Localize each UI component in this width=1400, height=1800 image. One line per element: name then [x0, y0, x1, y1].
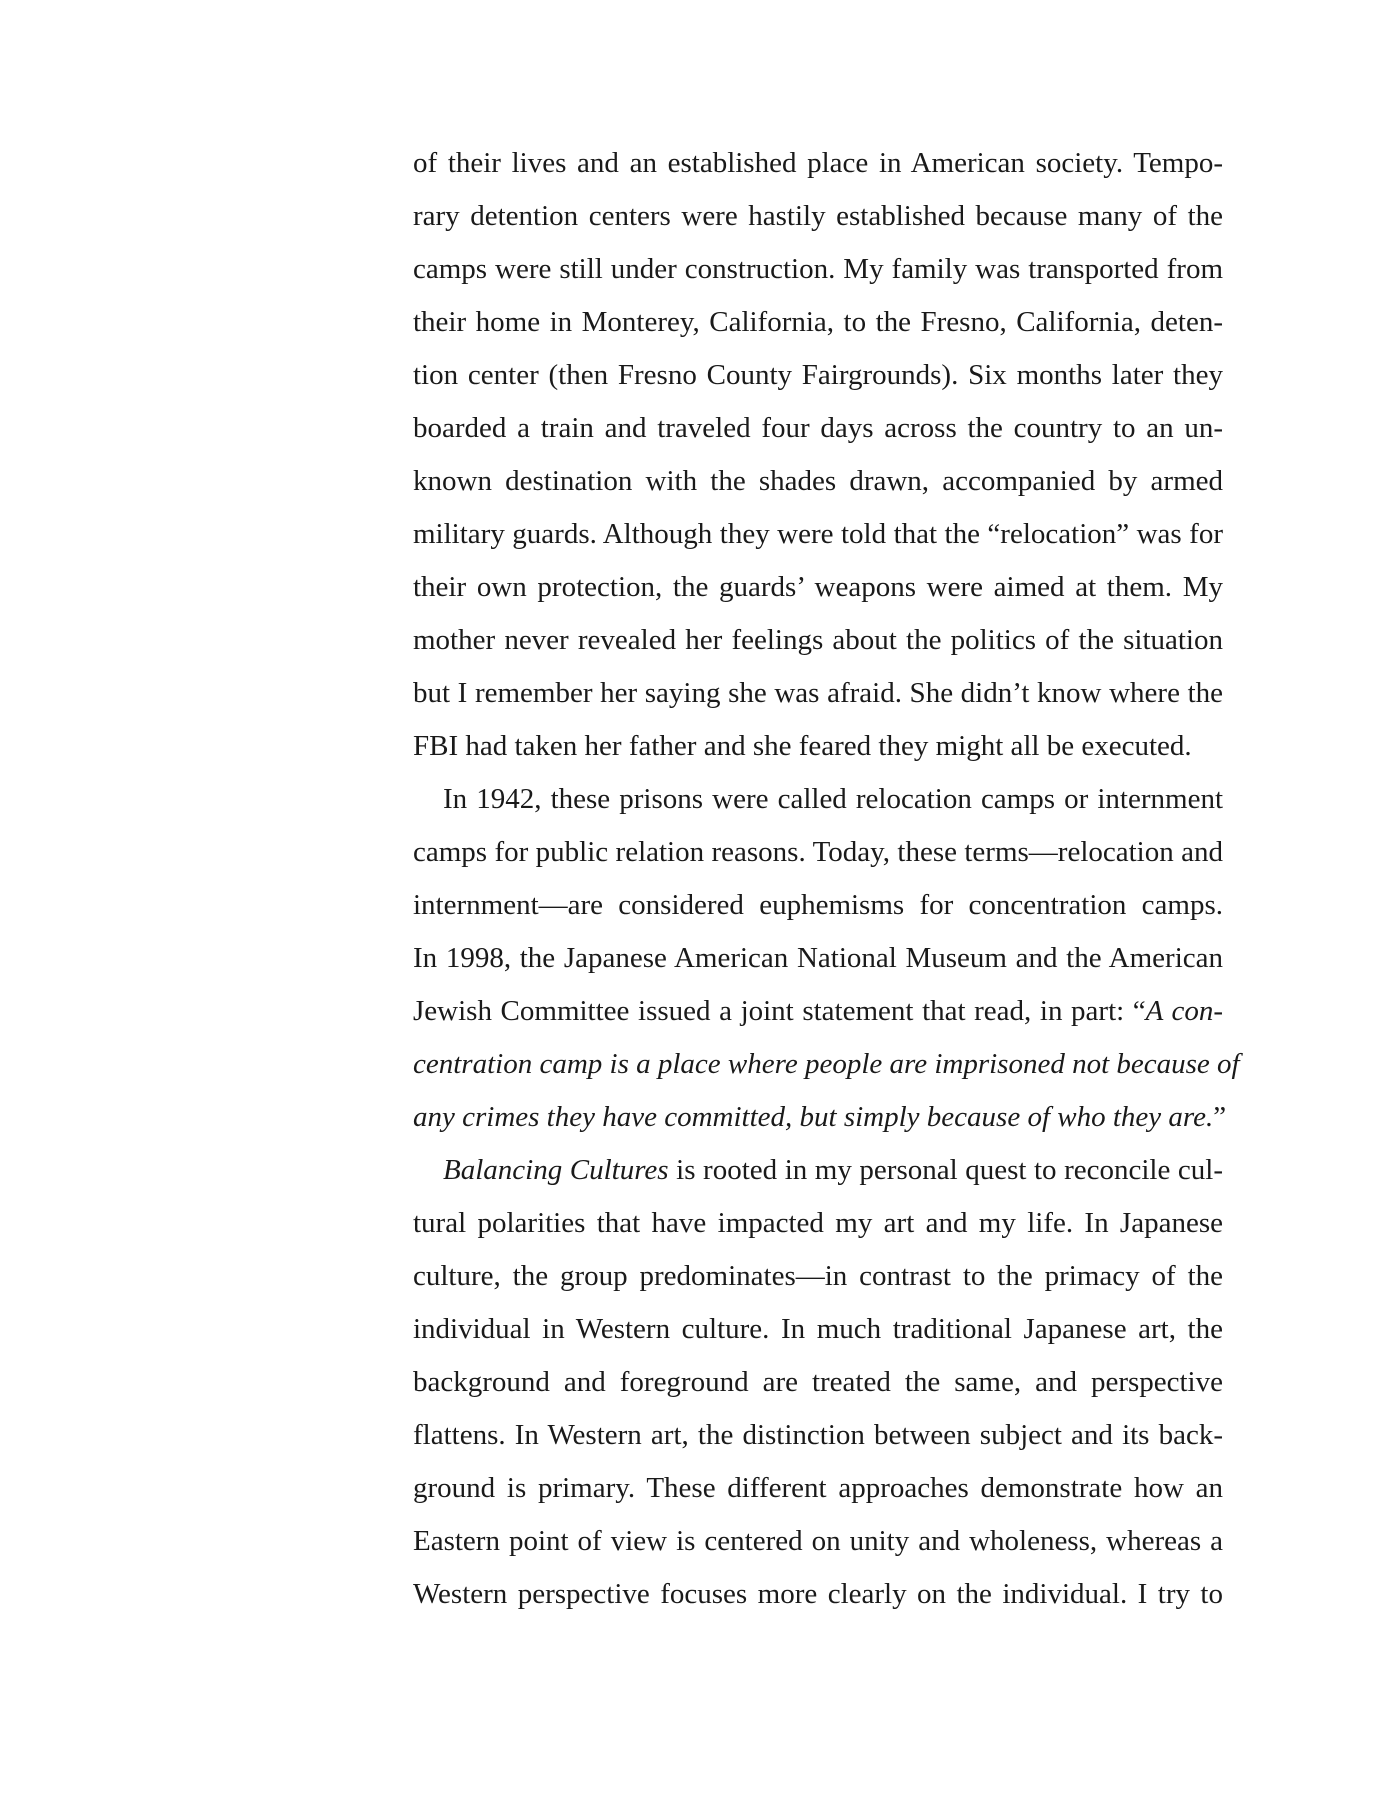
text-run: Jewish Committee issued a joint statement that read, in part: “: [413, 995, 1146, 1027]
text-line: [413, 190, 1223, 243]
body-text: [413, 137, 1240, 1621]
text-run: culture, the group predominates—in contrast to the primacy of the: [413, 1260, 1223, 1292]
text-line: [413, 349, 1223, 402]
italic-text: any crimes they have committed, but simply because of who they are.: [413, 1101, 1214, 1133]
text-run: individual in Western culture. In much traditional Japanese art, the: [413, 1313, 1223, 1345]
text-line: [413, 561, 1223, 614]
text-line: [413, 1038, 1240, 1091]
text-run: ”: [1213, 1101, 1227, 1133]
text-line: [413, 508, 1223, 561]
text-line: [413, 1568, 1223, 1621]
paragraph: [413, 137, 1223, 773]
text-run: In 1942, these prisons were called relocation camps or internment: [443, 783, 1223, 815]
text-run: tion center (then Fresno County Fairgrounds). Six months later they: [413, 359, 1223, 391]
text-run: Eastern point of view is centered on unity and wholeness, whereas a: [413, 1525, 1223, 1557]
text-run: military guards. Although they were told that the “relocation” was for: [413, 518, 1223, 550]
text-run: Western perspective focuses more clearly on the individual. I try to: [413, 1578, 1223, 1610]
text-run: but I remember her saying she was afraid. She didn’t know where the: [413, 677, 1223, 709]
italic-text: A con-: [1145, 995, 1223, 1027]
text-line: [413, 402, 1223, 455]
text-line: [413, 1515, 1223, 1568]
text-run: In 1998, the Japanese American National Museum and the American: [413, 942, 1223, 974]
paragraph: [413, 1144, 1223, 1621]
text-run: known destination with the shades drawn, accompanied by armed: [413, 465, 1223, 497]
text-line: [413, 1091, 1227, 1144]
text-line: [413, 720, 1223, 773]
text-run: camps were still under construction. My family was transported from: [413, 253, 1223, 285]
text-line: [413, 614, 1223, 667]
text-line: [413, 1462, 1223, 1515]
text-line: [413, 985, 1223, 1038]
text-line: [413, 826, 1223, 879]
text-line: [413, 296, 1223, 349]
text-line: [413, 932, 1223, 985]
text-line: [413, 1409, 1223, 1462]
text-line: [413, 455, 1223, 508]
text-run: ground is primary. These different approaches demonstrate how an: [413, 1472, 1223, 1504]
text-run: is rooted in my personal quest to reconcile cul-: [668, 1154, 1224, 1186]
paragraph: [413, 773, 1240, 1144]
italic-text: Balancing Cultures: [443, 1154, 669, 1186]
text-line: [413, 1144, 1223, 1197]
text-line: [413, 1250, 1223, 1303]
text-run: internment—are considered euphemisms for concentration camps.: [413, 889, 1223, 921]
text-line: [413, 773, 1223, 826]
text-run: their own protection, the guards’ weapons were aimed at them. My: [413, 571, 1223, 603]
text-line: [413, 137, 1223, 190]
text-run: tural polarities that have impacted my art and my life. In Japanese: [413, 1207, 1223, 1239]
text-run: of their lives and an established place in American society. Tempo-: [413, 147, 1223, 179]
text-run: mother never revealed her feelings about the politics of the situation: [413, 624, 1223, 656]
text-run: camps for public relation reasons. Today, these terms—relocation and: [413, 836, 1223, 868]
text-line: [413, 1356, 1223, 1409]
text-line: [413, 667, 1223, 720]
text-run: their home in Monterey, California, to the Fresno, California, deten-: [413, 306, 1223, 338]
text-line: [413, 879, 1223, 932]
text-run: flattens. In Western art, the distinction between subject and its back-: [413, 1419, 1223, 1451]
text-run: boarded a train and traveled four days across the country to an un-: [413, 412, 1223, 444]
text-line: [413, 243, 1223, 296]
text-line: [413, 1303, 1223, 1356]
text-run: FBI had taken her father and she feared they might all be executed.: [413, 730, 1192, 762]
text-run: background and foreground are treated the same, and perspective: [413, 1366, 1223, 1398]
text-line: [413, 1197, 1223, 1250]
italic-text: centration camp is a place where people are imprisoned not because of: [413, 1048, 1240, 1080]
text-run: rary detention centers were hastily established because many of the: [413, 200, 1223, 232]
